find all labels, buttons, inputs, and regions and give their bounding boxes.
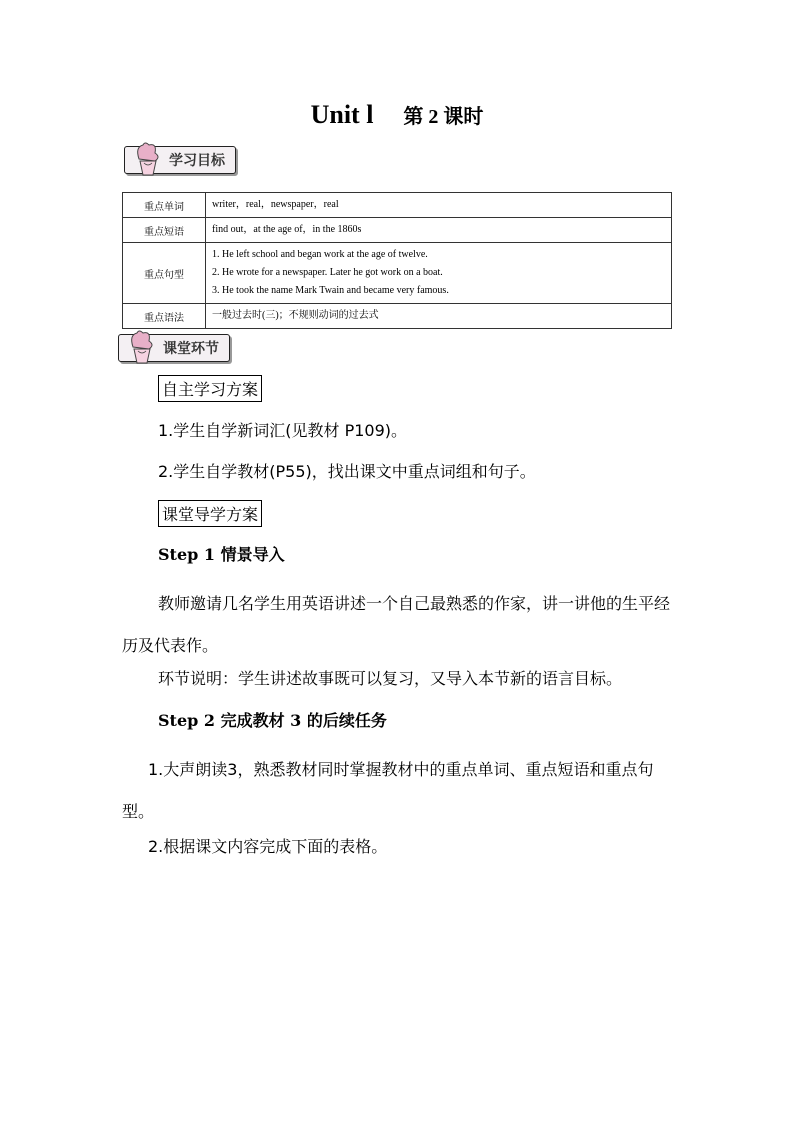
goal-line: 一般过去时(三)；不规则动词的过去式: [212, 310, 379, 321]
goal-key: 重点语法: [123, 304, 206, 329]
table-row: [123, 218, 672, 243]
self-study-item: 2.学生自学教材(P55)，找出课文中重点词组和句子。: [158, 462, 536, 481]
goal-line: 2. He wrote for a newspaper. Later he got work on a boat.: [212, 267, 443, 278]
self-study-plan-heading: 自主学习方案: [158, 375, 262, 402]
page-title: [0, 100, 794, 130]
table-row: [123, 304, 672, 329]
goal-line: 3. He took the name Mark Twain and became very famous.: [212, 285, 449, 296]
self-study-item: 1.学生自学新词汇(见教材 P109)。: [158, 421, 408, 440]
goal-key: 重点短语: [123, 218, 206, 243]
section-badge: [124, 146, 236, 174]
goal-value: [206, 243, 672, 304]
goal-key: 重点单词: [123, 193, 206, 218]
goal-line: find out，at the age of，in the 1860s: [212, 224, 362, 235]
goals-table: [122, 192, 672, 329]
flower-pot-icon: [125, 329, 159, 365]
section-label-text: 学习目标: [169, 153, 225, 169]
goal-value: [206, 218, 672, 243]
unit-title: Unit l: [310, 100, 374, 129]
section-learning-goals: [124, 146, 236, 174]
goal-line: 1. He left school and began work at the age of twelve.: [212, 249, 428, 260]
section-badge: [118, 334, 230, 362]
table-row: [123, 193, 672, 218]
class-guide-plan-heading: 课堂导学方案: [158, 500, 262, 527]
step1-title: Step 1 情景导入: [158, 545, 285, 564]
flower-pot-icon: [131, 141, 165, 177]
step1-text: 教师邀请几名学生用英语讲述一个自己最熟悉的作家，讲一讲他的生平经历及代表作。: [122, 594, 671, 655]
step2-item: 2.根据课文内容完成下面的表格。: [148, 837, 388, 856]
goal-value: [206, 193, 672, 218]
section-label-text: 课堂环节: [163, 341, 219, 357]
step1-note: 环节说明：学生讲述故事既可以复习，又导入本节新的语言目标。: [158, 669, 623, 688]
goal-value: [206, 304, 672, 329]
goal-line: writer，real，newspaper，real: [212, 199, 339, 210]
step2-item: 1.大声朗读3，熟悉教材同时掌握教材中的重点单词、重点短语和重点句型。: [122, 760, 654, 821]
section-class-steps: [118, 334, 230, 362]
lesson-title: 第 2 课时: [403, 106, 484, 128]
step2-title: Step 2 完成教材 3 的后续任务: [158, 711, 387, 730]
goal-key: 重点句型: [123, 243, 206, 304]
table-row: [123, 243, 672, 304]
